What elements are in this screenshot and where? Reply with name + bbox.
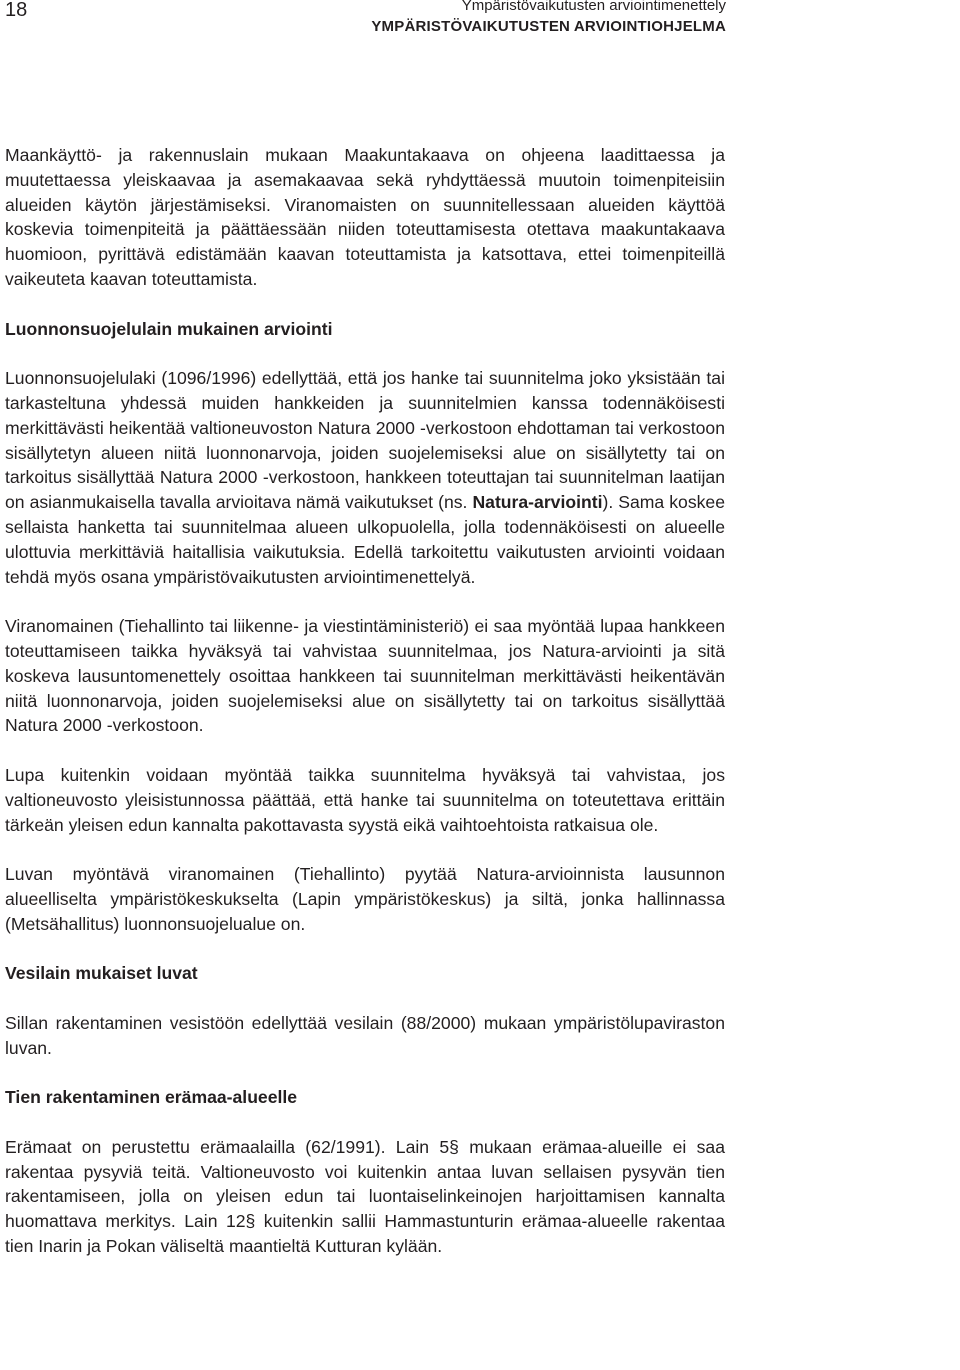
natura-arviointi-term: Natura-arviointi (472, 492, 603, 513)
publication-title: YMPÄRISTÖVAIKUTUSTEN ARVIOINTIOHJELMA (371, 18, 726, 35)
paragraph-sillan-rakentaminen: Sillan rakentaminen vesistöön edellyttää vesilain (88/2000) mukaan ympäristölupaviraston luvan. (5, 1012, 725, 1058)
page-number: 18 (5, 0, 28, 21)
paragraph-lupa: Lupa kuitenkin voidaan myöntää taikka suunnitelma hyväksyä tai vahvistaa, jos valtioneuvosto yleisistunnossa päättää, että hanke tai suunnitelma on toteutettava erittäin tärkeän yleisen edun kannalta pakottavasta syystä eikä vaihtoehtoista ratkaisua ole. (5, 764, 725, 835)
paragraph-eramaat: Erämaat on perustettu erämaalailla (62/1991). Lain 5§ mukaan erämaa-alueille ei saa rakentaa pysyviä teitä. Valtioneuvosto voi kuitenkin antaa luvan sellaisen pysyvän tien rakentamiseen, jolla on yleisen edun tai luontaiselinkeinojen harjoittamisen kannalta huomattava merkitys. Lain 12§ kuitenkin sallii Hammastunturin erämaa-alueelle rakentaa tien Inarin ja Pokan väliseltä maantieltä Kutturan kylään. (5, 1136, 725, 1257)
section-heading-luonnonsuojelulaki: Luonnonsuojelulain mukainen arviointi (5, 318, 333, 339)
paragraph-maankaytto: Maankäyttö- ja rakennuslain mukaan Maakuntakaava on ohjeena laadittaessa ja muutettaessa yleiskaavaa ja asemakaavaa sekä ryhdyttäessä muutoin toimenpiteisiin alueiden käytön järjestämiseksi. Viranomaisten on suunnitellessaan alueiden käyttöä koskevia toimenpiteitä ja päättäessään niiden toteuttamisesta otettava maakuntakaava huomioon, pyrittävä edistämään kaavan toteuttamista ja katsottava, ettei toimenpiteillä vaikeuteta kaavan toteuttamista. (5, 145, 725, 289)
paragraph-text-part: ). Sama koskee sellaista hanketta tai suunnitelmaa alueen ulkopuolella, jolla todennäköisesti on alueelle ulottuvia merkittäviä haitallisia vaikutuksia. Edellä tarkoitettu vaikutusten arviointi voidaan tehdä myös osana ympäristövaikutusten arviointimenettelyä. (5, 492, 725, 587)
document-body (5, 143, 725, 1284)
section-heading-eramaa: Tien rakentaminen erämaa-alueelle (5, 1087, 298, 1108)
section-heading-vesilaki: Vesilain mukaiset luvat (5, 963, 198, 984)
page-header (0, 0, 960, 60)
series-title: Ympäristövaikutusten arviointimenettely (461, 0, 726, 14)
paragraph-luonnonsuojelulaki (5, 366, 725, 589)
paragraph-luvan-myontava: Luvan myöntävä viranomainen (Tiehallinto) pyytää Natura-arvioinnista lausunnon alueelliselta ympäristökeskukselta (Lapin ympäristökeskus) ja siltä, jonka hallinnassa (Metsähallitus) luonnonsuojelualue on. (5, 864, 725, 934)
paragraph-viranomainen: Viranomainen (Tiehallinto tai liikenne- ja viestintäministeriö) ei saa myöntää lupaa hankkeen toteuttamiseen taikka hyväksyä tai vahvistaa suunnitelmaa, jos Natura-arviointi ja sitä koskeva lausuntomenettely osoittaa hankkeen tai suunnitelman merkittävästi heikentävän niitä luonnonarvoja, joiden suojelemiseksi alue on sisällytetty tai on tarkoitus sisällyttää Natura 2000 -verkostoon. (5, 616, 725, 736)
paragraph-text-part: Luonnonsuojelulaki (1096/1996) edellyttää, että jos hanke tai suunnitelma joko yksistään tai tarkasteltuna yhdessä muiden hankkeiden ja suunnitelmien kanssa todennäköisesti merkittävästi heikentää valtioneuvoston Natura 2000 -verkostoon ehdottaman tai verkostoon sisällytetyn alueen niitä luonnonarvoja, joiden suojelemiseksi alue on sisällytetty tai on tarkoitus sisällyttää Natura 2000 -verkostoon, hankkeen toteuttajan tai suunnitelman laatijan on asianmukaisella tavalla arvioitava nämä vaikutukset (ns. (5, 368, 725, 513)
